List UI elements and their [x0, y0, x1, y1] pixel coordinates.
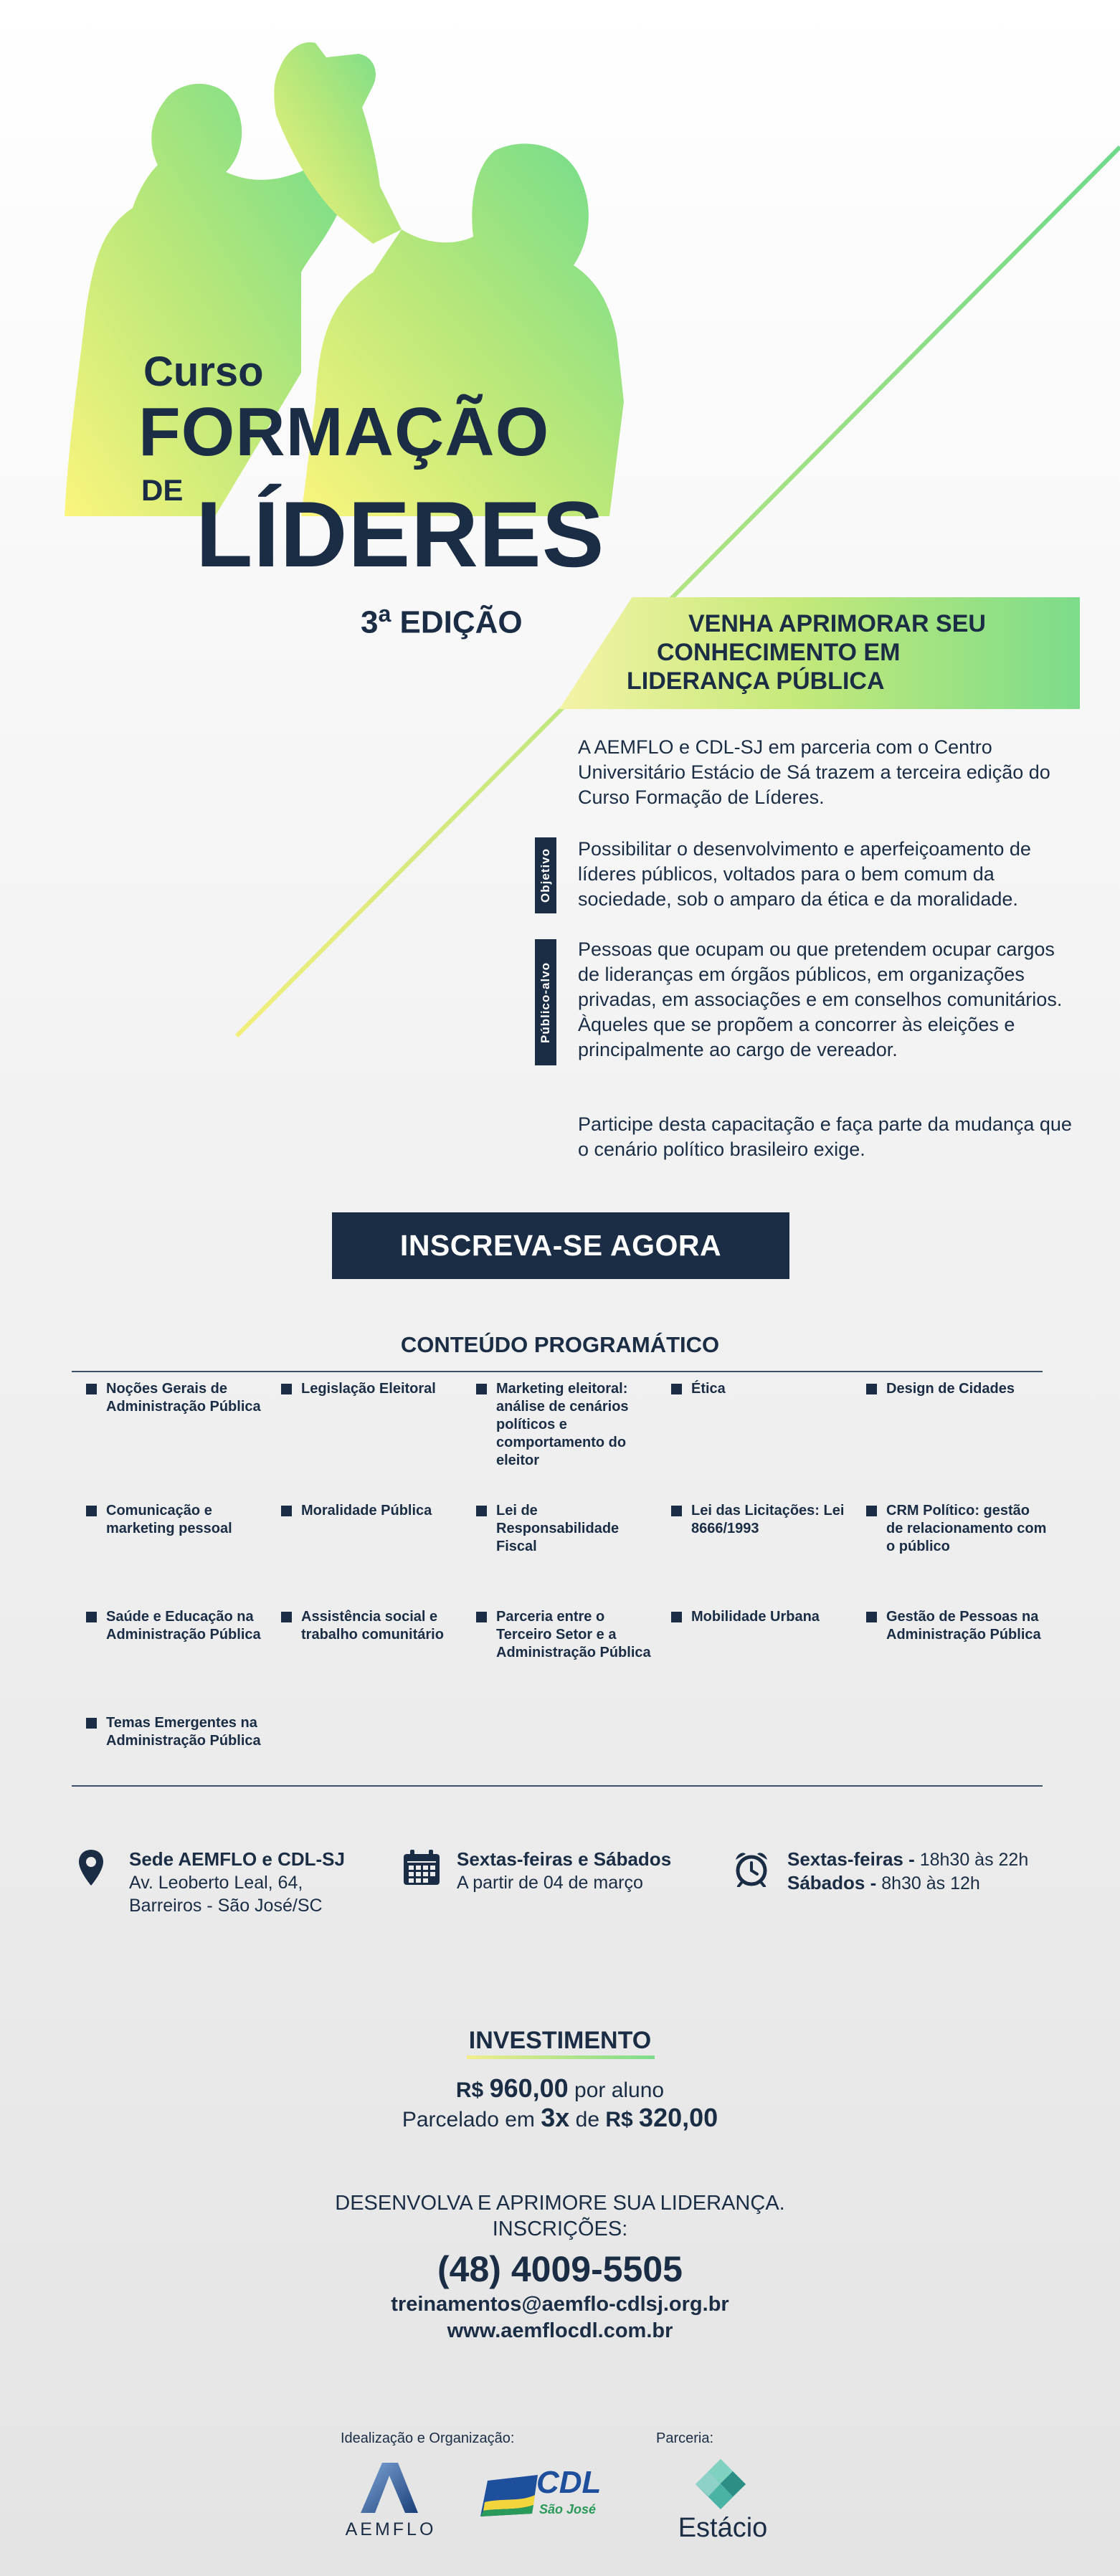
- schedule-times-info: [787, 1848, 1028, 1895]
- contact-website[interactable]: www.aemflocdl.com.br: [447, 2319, 673, 2342]
- edicao-number: 3: [361, 604, 379, 640]
- bullet-square-icon: [476, 1612, 487, 1622]
- conteudo-item-label: Comunicação e marketing pessoal: [106, 1503, 232, 1536]
- conteudo-item: [670, 1608, 865, 1714]
- bullet-square-icon: [866, 1384, 877, 1394]
- schedule-start-date: A partir de 04 de março: [457, 1873, 643, 1893]
- bullet-square-icon: [671, 1506, 682, 1516]
- location-pin-icon: [79, 1850, 103, 1886]
- banner-line-2: CONHECIMENTO EM: [657, 639, 901, 666]
- location-info: [129, 1848, 345, 1917]
- inscreva-se-button[interactable]: INSCREVA-SE AGORA: [332, 1212, 789, 1279]
- conteudo-programatico-title: CONTEÚDO PROGRAMÁTICO: [400, 1332, 720, 1357]
- conteudo-item-label: Lei das Licitações: Lei 8666/1993: [691, 1503, 845, 1536]
- objetivo-tag: Objetivo: [535, 837, 556, 913]
- contact-email[interactable]: treinamentos@aemflo-cdlsj.org.br: [391, 2293, 729, 2316]
- conteudo-item: [85, 1608, 280, 1714]
- edicao-ordinal: a: [378, 601, 391, 627]
- conteudo-item: [670, 1380, 865, 1502]
- title-edicao: [361, 601, 523, 641]
- conteudo-item-label: Gestão de Pessoas na Administração Pública: [886, 1609, 1041, 1643]
- conteudo-item-label: Ética: [691, 1381, 726, 1397]
- conteudo-item-label: Marketing eleitoral: análise de cenários políticos e comportamento do eleitor: [496, 1381, 629, 1468]
- title-curso: Curso: [143, 348, 264, 395]
- title-de: DE: [141, 473, 184, 507]
- conteudo-bottom-divider: [72, 1785, 1043, 1787]
- conteudo-item-label: Mobilidade Urbana: [691, 1609, 820, 1625]
- bullet-square-icon: [86, 1718, 97, 1729]
- bullet-square-icon: [476, 1506, 487, 1516]
- cdl-logo-mark: [480, 2473, 538, 2516]
- banner-line-3: LIDERANÇA PÚBLICA: [627, 667, 885, 695]
- intro-paragraph: A AEMFLO e CDL-SJ em parceria com o Centro Universitário Estácio de Sá trazem a terceira edição do Curso Formação de Líderes.: [578, 736, 1050, 808]
- conteudo-item-label: Temas Emergentes na Administração Pública: [106, 1715, 261, 1749]
- location-title: Sede AEMFLO e CDL-SJ: [129, 1848, 345, 1870]
- schedule-saturday: Sábados - 8h30 às 12h: [787, 1872, 980, 1893]
- schedule-days-title: Sextas-feiras e Sábados: [457, 1848, 672, 1870]
- conteudo-item-label: Parceria entre o Terceiro Setor e a Administração Pública: [496, 1609, 651, 1660]
- conteudo-item: [475, 1502, 670, 1608]
- aemflo-logo: [361, 2463, 418, 2513]
- title-lideres: [138, 482, 605, 586]
- bullet-square-icon: [86, 1612, 97, 1622]
- bullet-square-icon: [671, 1612, 682, 1622]
- conteudo-item-label: Assistência social e trabalho comunitário: [301, 1609, 444, 1643]
- conteudo-item: [670, 1502, 865, 1608]
- conteudo-item: [865, 1502, 1060, 1608]
- cdl-logo-text: CDL: [536, 2465, 602, 2500]
- bullet-square-icon: [281, 1612, 292, 1622]
- conteudo-item-label: Design de Cidades: [886, 1381, 1015, 1397]
- conteudo-item: [280, 1608, 475, 1714]
- conteudo-item: [865, 1608, 1060, 1714]
- contact-phone[interactable]: (48) 4009-5505: [437, 2249, 683, 2289]
- bullet-square-icon: [866, 1612, 877, 1622]
- contact-tagline: [0, 2190, 1120, 2242]
- bullet-square-icon: [281, 1384, 292, 1394]
- parceria-label: Parceria:: [656, 2430, 714, 2446]
- edicao-word: EDIÇÃO: [399, 604, 523, 640]
- conteudo-item-label: Legislação Eleitoral: [301, 1381, 436, 1397]
- conteudo-item: [475, 1608, 670, 1714]
- participe-paragraph: Participe desta capacitação e faça parte da mudança que o cenário político brasileiro exige.: [578, 1113, 1072, 1160]
- bullet-square-icon: [671, 1384, 682, 1394]
- estacio-logo-mark: [696, 2459, 746, 2509]
- conteudo-item-label: Moralidade Pública: [301, 1503, 432, 1518]
- schedule-friday: Sextas-feiras - 18h30 às 22h: [787, 1848, 1029, 1870]
- location-address-line2: Barreiros - São José/SC: [129, 1896, 323, 1916]
- conteudo-item: [280, 1380, 475, 1502]
- investimento-title: INVESTIMENTO: [468, 2027, 652, 2054]
- publico-alvo-tag: Público-alvo: [535, 939, 556, 1065]
- conteudo-item: [85, 1380, 280, 1502]
- contact-tagline-line2: INSCRIÇÕES:: [492, 2218, 628, 2240]
- bullet-square-icon: [866, 1506, 877, 1516]
- estacio-logo-text: Estácio: [678, 2513, 768, 2543]
- conteudo-top-divider: [72, 1371, 1043, 1372]
- bullet-square-icon: [86, 1506, 97, 1516]
- title-lideres-text: LÍDERES: [196, 482, 605, 586]
- conteudo-item-label: CRM Político: gestão de relacionamento com o público: [886, 1503, 1047, 1554]
- alarm-clock-icon: [734, 1851, 769, 1887]
- location-address-line1: Av. Leoberto Leal, 64,: [129, 1873, 303, 1893]
- organizacao-label: Idealização e Organização:: [341, 2430, 515, 2446]
- price-installments: Parcelado em 3x de R$ 320,00: [402, 2103, 718, 2132]
- conteudo-item: [865, 1380, 1060, 1502]
- cdl-logo-subtext: São José: [539, 2502, 597, 2516]
- bullet-square-icon: [476, 1384, 487, 1394]
- conteudo-item: [85, 1502, 280, 1608]
- schedule-days-info: [457, 1848, 671, 1894]
- conteudo-item: [475, 1380, 670, 1502]
- conteudo-item: [280, 1502, 475, 1608]
- price-full: R$ 960,00 por aluno: [455, 2073, 665, 2103]
- conteudo-item-label: Noções Gerais de Administração Pública: [106, 1381, 261, 1415]
- banner-line-1: VENHA APRIMORAR SEU: [688, 610, 986, 637]
- conteudo-item: [85, 1714, 280, 1779]
- investimento-underline: [467, 2055, 655, 2059]
- conteudo-grid: [85, 1380, 1045, 1779]
- conteudo-item-label: Saúde e Educação na Administração Pública: [106, 1609, 261, 1643]
- publico-alvo-paragraph: Pessoas que ocupam ou que pretendem ocupar cargos de lideranças em órgãos públicos, em organizações privadas, em associações e em conselhos comunitários. Àqueles que se propõem a concorrer às eleições e principalmente ao cargo de vereador.: [578, 938, 1063, 1060]
- calendar-icon: [403, 1850, 440, 1886]
- conteudo-item-label: Lei de Responsabilidade Fiscal: [496, 1503, 620, 1554]
- title-formacao: FORMAÇÃO: [138, 394, 550, 470]
- objetivo-paragraph: Possibilitar o desenvolvimento e aperfeiçoamento de líderes públicos, voltados para o bem comum da sociedade, sob o amparo da ética e da moralidade.: [578, 838, 1031, 910]
- aemflo-logo-text: AEMFLO: [345, 2519, 437, 2539]
- bullet-square-icon: [281, 1506, 292, 1516]
- bullet-square-icon: [86, 1384, 97, 1394]
- headline-banner-text: [624, 609, 1025, 695]
- contact-tagline-line1: DESENVOLVA E APRIMORE SUA LIDERANÇA.: [335, 2192, 785, 2215]
